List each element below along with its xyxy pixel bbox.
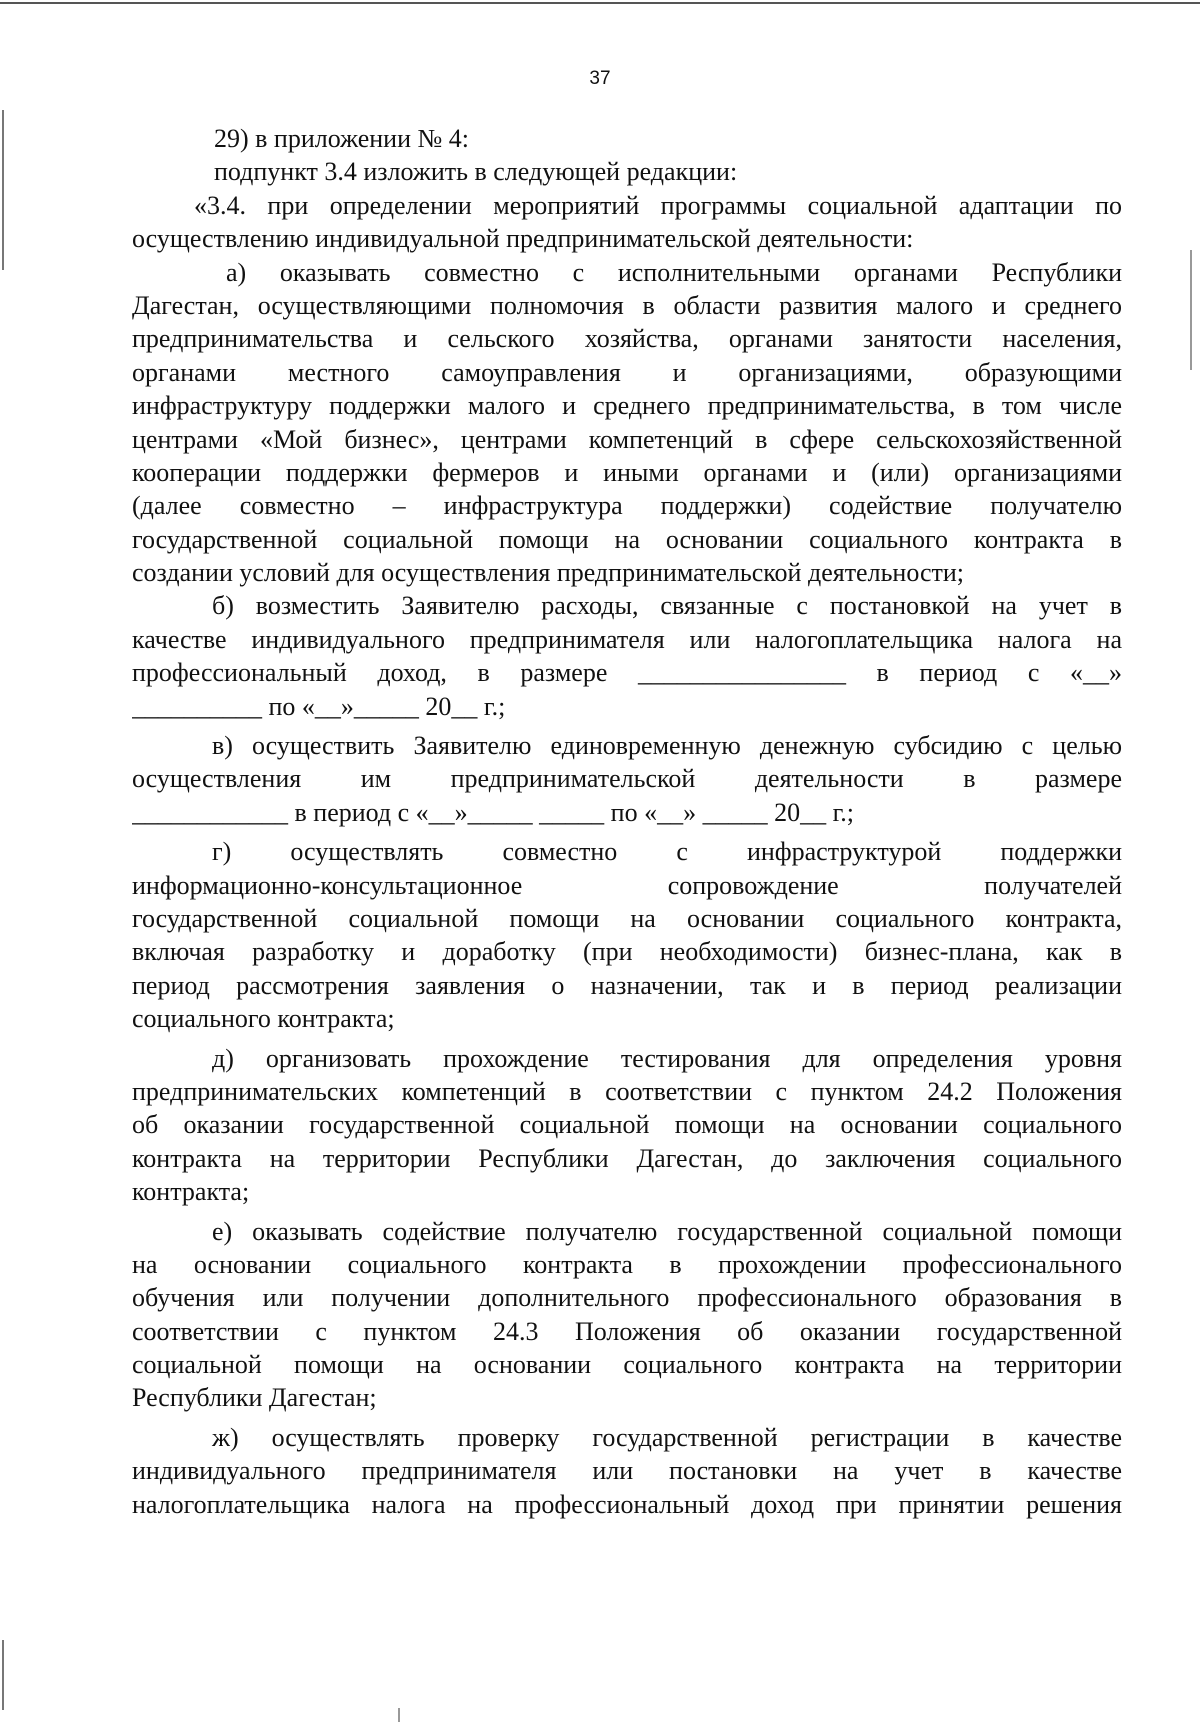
text-line: контракта на территории Республики Дагестан, до заключения социального: [132, 1143, 1122, 1173]
text-line: е) оказывать содействие получателю государственной социальной помощи: [212, 1216, 1122, 1246]
text-line: а) оказывать совместно с исполнительными органами Республики: [226, 257, 1122, 287]
text-line: создании условий для осуществления предпринимательской деятельности;: [132, 558, 965, 588]
text-line: д) организовать прохождение тестирования для определения уровня: [212, 1043, 1122, 1073]
text-line: кооперации поддержки фермеров и иными органами и (или) организациями: [132, 457, 1122, 487]
text-line: период рассмотрения заявления о назначении, так и в период реализации: [132, 970, 1122, 1000]
scan-border-left: [2, 110, 4, 270]
text-line: г) осуществлять совместно с инфраструктурой поддержки: [212, 837, 1122, 867]
scan-artifact: [398, 1708, 400, 1722]
text-line: государственной социальной помощи на основании социального контракта,: [132, 903, 1122, 933]
text-line: подпункт 3.4 изложить в следующей редакции:: [214, 157, 738, 187]
scan-border-right: [1190, 250, 1192, 370]
text-line: инфраструктуру поддержки малого и среднего предпринимательства, в том числе: [132, 391, 1122, 421]
text-line: качестве индивидуального предпринимателя или налогоплательщика налога на: [132, 624, 1122, 654]
scan-border-left-lower: [2, 1640, 4, 1710]
text-line: ____________ в период с «__»_____ _____ по «__» _____ 20__ г.;: [132, 797, 855, 827]
text-line: центрами «Мой бизнес», центрами компетенций в сфере сельскохозяйственной: [132, 424, 1122, 454]
text-line: социальной помощи на основании социального контракта на территории: [132, 1350, 1122, 1380]
page-number: 37: [589, 68, 611, 89]
text-line: включая разработку и доработку (при необходимости) бизнес-плана, как в: [132, 937, 1122, 967]
text-line: органами местного самоуправления и организациями, образующими: [132, 357, 1122, 387]
text-line: в) осуществить Заявителю единовременную денежную субсидию с целью: [212, 731, 1122, 761]
text-line: осуществлению индивидуальной предпринимательской деятельности:: [132, 224, 914, 254]
text-line: государственной социальной помощи на основании социального контракта в: [132, 524, 1122, 554]
text-line: Республики Дагестан;: [132, 1383, 377, 1413]
text-line: (далее совместно – инфраструктура поддержки) содействие получателю: [132, 491, 1122, 521]
text-line: социального контракта;: [132, 1004, 395, 1034]
text-line: налогоплательщика налога на профессиональный доход при принятии решения: [132, 1489, 1122, 1519]
text-line: Дагестан, осуществляющими полномочия в области развития малого и среднего: [132, 290, 1122, 320]
text-line: об оказании государственной социальной помощи на основании социального: [132, 1110, 1122, 1140]
text-line: __________ по «__»_____ 20__ г.;: [132, 691, 506, 721]
text-line: «3.4. при определении мероприятий программы социальной адаптации по: [194, 190, 1122, 220]
text-line: 29) в приложении № 4:: [214, 124, 470, 153]
text-line: информационно-консультационное сопровождение получателей: [132, 870, 1122, 900]
document-body: [132, 122, 1122, 1521]
text-line: ж) осуществлять проверку государственной регистрации в качестве: [212, 1422, 1122, 1452]
scan-border-top: [0, 2, 1200, 4]
text-line: профессиональный доход, в размере ________________ в период с «__»: [132, 658, 1122, 688]
text-line: на основании социального контракта в прохождении профессионального: [132, 1249, 1122, 1279]
text-line: контракта;: [132, 1177, 250, 1207]
text-line: предпринимательских компетенций в соответствии с пунктом 24.2 Положения: [132, 1076, 1122, 1106]
text-line: соответствии с пунктом 24.3 Положения об оказании государственной: [132, 1316, 1122, 1346]
text-line: предпринимательства и сельского хозяйства, органами занятости населения,: [132, 324, 1122, 354]
text-line: обучения или получении дополнительного профессионального образования в: [132, 1283, 1122, 1313]
text-line: индивидуального предпринимателя или постановки на учет в качестве: [132, 1456, 1122, 1486]
text-line: осуществления им предпринимательской деятельности в размере: [132, 764, 1122, 794]
text-line: б) возместить Заявителю расходы, связанные с постановкой на учет в: [212, 591, 1122, 621]
